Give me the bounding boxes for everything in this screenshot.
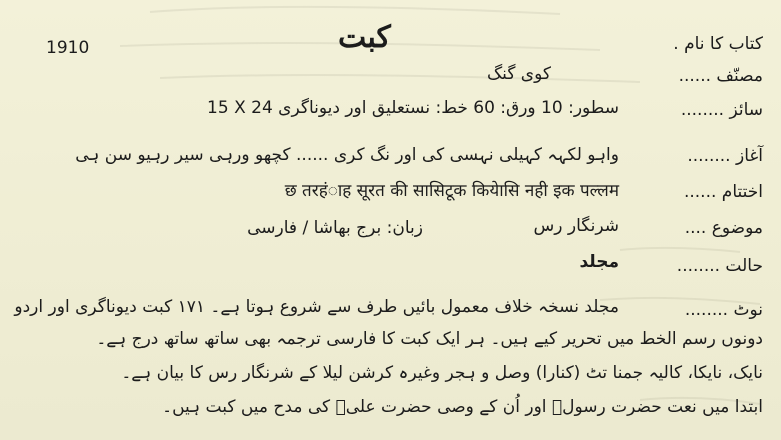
book-name-label: کتاب کا نام .	[673, 34, 763, 54]
language-value: زبان: برج بھاشا / فارسی	[247, 218, 423, 238]
note-line-1: مجلد نسخہ خلاف معمول بائیں طرف سے شروع ہوتا ہے۔ ۱۷۱ کبت دیوناگری اور اردو	[14, 297, 619, 317]
author-value: کوی گنگ	[486, 64, 551, 84]
book-title: کبت	[338, 20, 391, 55]
condition-label: حالت ........	[676, 256, 763, 276]
start-value: واہو لکہہ کہیلی نہسی کی اور نگ کری ...... کچھو ورہی سیر رہیو سن ہی	[75, 145, 619, 165]
note-line-4: ابتدا میں نعت حضرت رسولؐ اور اُن کے وصی حضرت علیؑ کی مدح میں کبت ہیں۔	[162, 397, 763, 417]
note-line-3: نایک، نایکا، کالیہ جمنا تٹ (کنارا) وصل و ہجر وغیرہ کرشن لیلا کے شرنگار رس کا بیان ہے۔	[121, 363, 763, 383]
end-label: اختتام ......	[683, 182, 763, 202]
size-label: سائز ........	[680, 100, 763, 120]
subject-label: موضوع ....	[684, 218, 763, 238]
start-label: آغاز ........	[687, 146, 763, 166]
subject-value: شرنگار رس	[533, 216, 619, 236]
note-label: نوٹ ........	[684, 300, 763, 320]
catalog-year: 1910	[46, 38, 90, 58]
condition-value: مجلد	[579, 252, 619, 272]
end-value: छ तरहंाह सूरत की सासिटूक कियेासि नही इक पल्लम	[284, 181, 619, 201]
author-label: مصنّف ......	[678, 66, 763, 86]
note-line-2: دونوں رسم الخط میں تحریر کیے ہیں۔ ہر ایک کبت کا فارسی ترجمہ بھی ساتھ ساتھ درج ہے۔	[96, 329, 763, 349]
size-value: 15 X 24 سطور: 10 ورق: 60 خط: نستعلیق اور دیوناگری	[207, 98, 619, 118]
